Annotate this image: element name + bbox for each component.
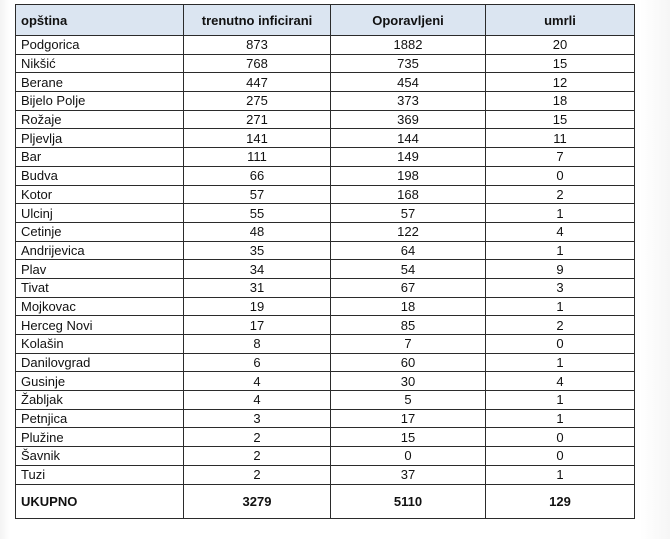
cell-municipality: Podgorica [16,36,184,55]
cell-deceased: 1 [486,409,635,428]
cell-municipality: Plav [16,260,184,279]
table-row [16,335,635,354]
cell-municipality: Tivat [16,278,184,297]
table-row [16,260,635,279]
table-row [16,73,635,92]
table-row [16,316,635,335]
cell-deceased: 0 [486,447,635,466]
cell-recovered: 149 [331,148,486,167]
cell-infected: 111 [184,148,331,167]
cell-recovered: 735 [331,54,486,73]
cell-recovered: 18 [331,297,486,316]
total-deceased: 129 [486,484,635,518]
header-recovered: Oporavljeni [331,5,486,36]
cell-municipality: Bijelo Polje [16,92,184,111]
cell-recovered: 122 [331,222,486,241]
cell-infected: 19 [184,297,331,316]
table-row [16,148,635,167]
cell-deceased: 1 [486,297,635,316]
cell-deceased: 2 [486,185,635,204]
cell-recovered: 54 [331,260,486,279]
cell-municipality: Berane [16,73,184,92]
cell-recovered: 15 [331,428,486,447]
table-row [16,372,635,391]
cell-recovered: 30 [331,372,486,391]
table-row [16,222,635,241]
cell-municipality: Mojkovac [16,297,184,316]
cell-recovered: 0 [331,447,486,466]
header-row [16,5,635,36]
cell-municipality: Šavnik [16,447,184,466]
table-row [16,391,635,410]
cell-deceased: 9 [486,260,635,279]
table-header [16,5,635,36]
cell-municipality: Tuzi [16,465,184,484]
total-label: UKUPNO [16,484,184,518]
table-row [16,110,635,129]
cell-infected: 873 [184,36,331,55]
table-row [16,166,635,185]
cell-deceased: 0 [486,166,635,185]
table-row [16,297,635,316]
cell-recovered: 17 [331,409,486,428]
cell-infected: 34 [184,260,331,279]
cell-recovered: 454 [331,73,486,92]
cell-infected: 35 [184,241,331,260]
cell-recovered: 37 [331,465,486,484]
cell-infected: 2 [184,447,331,466]
cell-municipality: Petnjica [16,409,184,428]
cell-infected: 48 [184,222,331,241]
cell-municipality: Kolašin [16,335,184,354]
cell-deceased: 20 [486,36,635,55]
cell-deceased: 7 [486,148,635,167]
table-row [16,428,635,447]
cell-municipality: Kotor [16,185,184,204]
cell-recovered: 7 [331,335,486,354]
cell-infected: 141 [184,129,331,148]
cell-deceased: 11 [486,129,635,148]
header-deceased: umrli [486,5,635,36]
header-infected: trenutno inficirani [184,5,331,36]
cell-municipality: Budva [16,166,184,185]
cell-infected: 31 [184,278,331,297]
cell-recovered: 60 [331,353,486,372]
table-body [16,36,635,485]
cell-municipality: Andrijevica [16,241,184,260]
cell-infected: 3 [184,409,331,428]
table-row [16,278,635,297]
cell-municipality: Bar [16,148,184,167]
cell-deceased: 15 [486,110,635,129]
cell-infected: 275 [184,92,331,111]
cell-infected: 66 [184,166,331,185]
municipality-stats-table [15,4,635,519]
cell-municipality: Žabljak [16,391,184,410]
cell-deceased: 0 [486,428,635,447]
cell-deceased: 12 [486,73,635,92]
cell-municipality: Gusinje [16,372,184,391]
cell-municipality: Ulcinj [16,204,184,223]
cell-infected: 6 [184,353,331,372]
cell-recovered: 144 [331,129,486,148]
cell-deceased: 15 [486,54,635,73]
cell-recovered: 57 [331,204,486,223]
cell-recovered: 198 [331,166,486,185]
cell-municipality: Rožaje [16,110,184,129]
header-municipality: opština [16,5,184,36]
cell-deceased: 3 [486,278,635,297]
cell-municipality: Cetinje [16,222,184,241]
cell-deceased: 2 [486,316,635,335]
cell-infected: 17 [184,316,331,335]
table-row [16,409,635,428]
cell-deceased: 0 [486,335,635,354]
cell-infected: 271 [184,110,331,129]
cell-deceased: 1 [486,465,635,484]
total-recovered: 5110 [331,484,486,518]
cell-recovered: 168 [331,185,486,204]
cell-infected: 55 [184,204,331,223]
cell-infected: 4 [184,391,331,410]
cell-recovered: 5 [331,391,486,410]
table-footer [16,484,635,518]
cell-infected: 57 [184,185,331,204]
cell-municipality: Nikšić [16,54,184,73]
cell-deceased: 18 [486,92,635,111]
table-row [16,129,635,148]
table-row [16,241,635,260]
cell-municipality: Danilovgrad [16,353,184,372]
table-row [16,204,635,223]
cell-deceased: 1 [486,241,635,260]
table-row [16,54,635,73]
cell-recovered: 64 [331,241,486,260]
table-row [16,92,635,111]
table-row [16,36,635,55]
cell-municipality: Pljevlja [16,129,184,148]
table-row [16,447,635,466]
cell-infected: 768 [184,54,331,73]
cell-municipality: Plužine [16,428,184,447]
cell-infected: 4 [184,372,331,391]
cell-municipality: Herceg Novi [16,316,184,335]
cell-deceased: 4 [486,222,635,241]
cell-recovered: 85 [331,316,486,335]
cell-deceased: 4 [486,372,635,391]
cell-recovered: 373 [331,92,486,111]
total-row [16,484,635,518]
cell-recovered: 1882 [331,36,486,55]
cell-deceased: 1 [486,204,635,223]
cell-infected: 8 [184,335,331,354]
cell-deceased: 1 [486,391,635,410]
cell-infected: 447 [184,73,331,92]
total-infected: 3279 [184,484,331,518]
table-row [16,465,635,484]
cell-deceased: 1 [486,353,635,372]
table-row [16,185,635,204]
cell-recovered: 67 [331,278,486,297]
cell-infected: 2 [184,465,331,484]
cell-infected: 2 [184,428,331,447]
cell-recovered: 369 [331,110,486,129]
table-row [16,353,635,372]
